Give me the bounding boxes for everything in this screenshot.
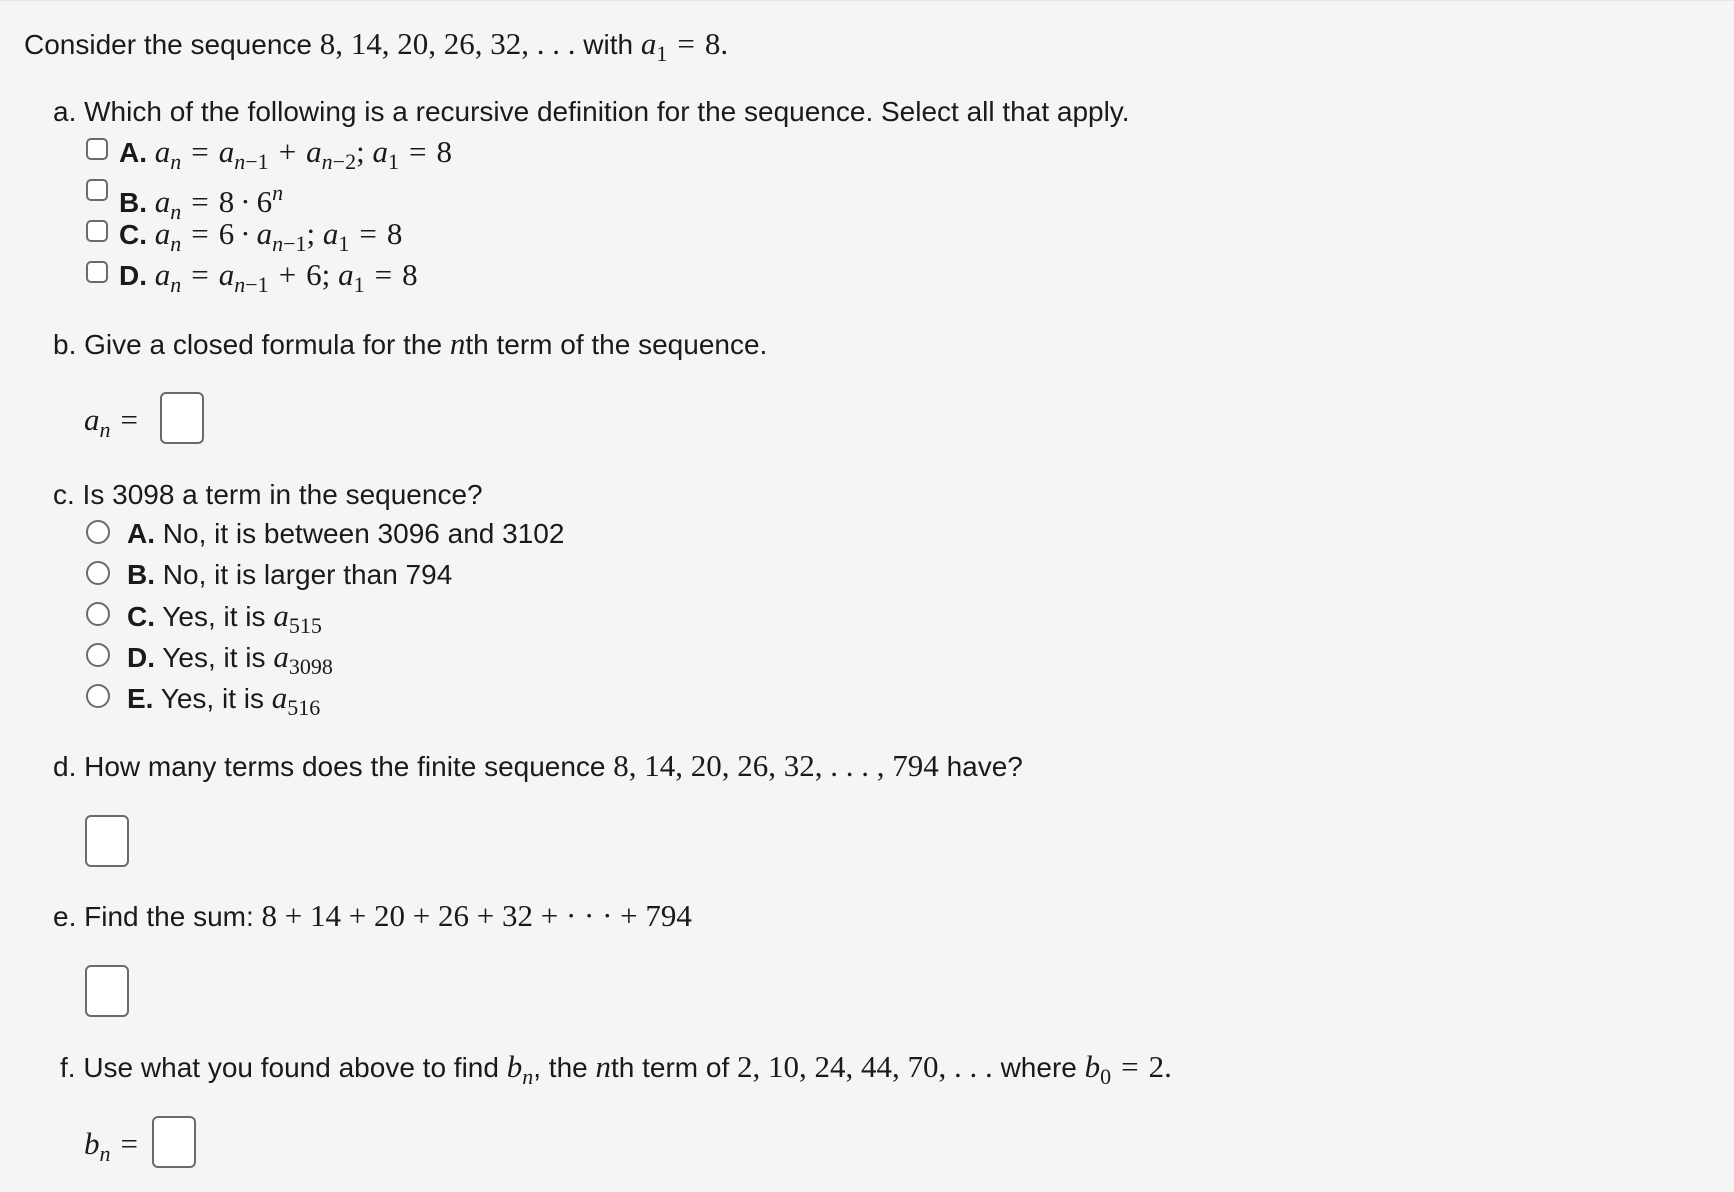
c-c-sub: 515 <box>288 613 322 638</box>
part-a-option-b[interactable]: B. $a_n = 8 \cdot 6^n$ <box>119 180 284 224</box>
part-f-answer-input[interactable] <box>152 1116 196 1168</box>
c-e-a: a <box>271 680 288 715</box>
part-c-option-e[interactable] <box>127 680 320 726</box>
c-c-a: a <box>273 598 289 633</box>
option-a-checkbox[interactable] <box>86 138 108 160</box>
option-c-d-radio[interactable] <box>86 643 110 667</box>
option-c-e-radio[interactable] <box>86 684 110 708</box>
part-b-n: n <box>449 326 466 361</box>
part-d-question <box>53 748 1023 785</box>
part-f-lhs-n: n <box>99 1141 111 1166</box>
part-b-lhs <box>84 402 148 448</box>
part-a-question: a. Which of the following is a recursive definition for the sequence. Select all that apply. <box>53 96 1130 127</box>
part-f-b: b <box>506 1049 523 1084</box>
c-d-sub: 3098 <box>288 654 333 679</box>
part-d-sequence: 8, 14, 20, 26, 32, . . . , 794 <box>613 748 939 783</box>
part-c-option-d[interactable] <box>127 639 333 685</box>
part-f-sequence: 2, 10, 24, 44, 70, . . . <box>737 1049 993 1084</box>
c-e-sub: 516 <box>287 695 321 720</box>
part-b-answer-input[interactable] <box>160 392 204 444</box>
part-c-option-b[interactable] <box>127 557 452 593</box>
option-b-label: B. <box>119 187 147 218</box>
part-a-option-d[interactable]: D. $a_n = a_{n-1} + 6$; $a_1 = 8$ <box>119 257 418 297</box>
part-e-q1: e. Find the sum: <box>53 901 254 932</box>
intro-eq: = <box>677 26 695 61</box>
part-a-option-c[interactable]: C. $a_n = 6 \cdot a_{n-1}$; $a_1 = 8$ <box>119 216 403 256</box>
option-c-checkbox[interactable] <box>86 220 108 242</box>
part-e-question <box>53 898 692 935</box>
top-divider <box>0 0 1734 1</box>
part-b-lhs-a: a <box>84 402 100 437</box>
part-c-option-c[interactable] <box>127 598 322 644</box>
part-d-answer-input[interactable] <box>85 815 129 867</box>
intro-sequence: 8, 14, 20, 26, 32, . . . <box>319 26 576 61</box>
c-d-text: Yes, it is <box>162 642 266 673</box>
part-d-q1: d. How many terms does the finite sequence <box>53 751 606 782</box>
c-a-text: No, it is between 3096 and 3102 <box>162 518 565 549</box>
part-b-q1: b. Give a closed formula for the <box>53 329 443 360</box>
part-f-question: f. Use what you found above to find $b_n$, the nth term of 2, 10, 24, 44, 70, . . . where $b_0 = 2$. <box>60 1049 1172 1089</box>
part-f-q4: where <box>1000 1052 1077 1083</box>
intro-sub: 1 <box>656 41 668 66</box>
part-f-bn: n <box>522 1064 534 1089</box>
intro-with: with <box>583 29 634 60</box>
part-c-question: c. Is 3098 a term in the sequence? <box>53 479 483 510</box>
c-d-label: D. <box>127 642 155 673</box>
c-a-label: A. <box>127 518 155 549</box>
option-c-a-radio[interactable] <box>86 520 110 544</box>
part-a-option-a[interactable]: A. $a_n = a_{n-1} + a_{n-2}$; $a_1 = 8$ <box>119 134 452 174</box>
c-e-label: E. <box>127 683 154 714</box>
part-b-eq: = <box>120 402 138 437</box>
part-f-q2: , the <box>533 1052 588 1083</box>
c-b-label: B. <box>127 559 155 590</box>
c-c-text: Yes, it is <box>162 601 266 632</box>
part-b-q2: th term of the sequence. <box>465 329 768 360</box>
part-b-lhs-n: n <box>99 417 111 442</box>
part-f-lhs-b: b <box>84 1126 100 1161</box>
c-c-label: C. <box>127 601 155 632</box>
part-f-q3: th term of <box>611 1052 730 1083</box>
part-f-eq: = <box>1121 1049 1139 1084</box>
option-b-checkbox[interactable] <box>86 179 108 201</box>
part-b-question <box>53 326 767 363</box>
option-d-label: D. <box>119 260 147 291</box>
part-f-zero: 0 <box>1100 1064 1112 1089</box>
option-c-c-radio[interactable] <box>86 602 110 626</box>
option-a-label: A. <box>119 137 147 168</box>
part-f-q1: f. Use what you found above to find <box>60 1052 499 1083</box>
c-b-text: No, it is larger than 794 <box>162 559 453 590</box>
intro-val: 8. <box>704 26 729 61</box>
intro-a: a <box>640 26 657 61</box>
part-f-lhs <box>84 1126 148 1172</box>
part-c-option-a[interactable] <box>127 516 564 552</box>
intro-text: Consider the sequence <box>24 29 312 60</box>
c-e-text: Yes, it is <box>160 683 264 714</box>
option-c-label: C. <box>119 219 147 250</box>
part-f-lhs-eq: = <box>120 1126 138 1161</box>
part-f-val: 2. <box>1148 1049 1172 1084</box>
option-d-checkbox[interactable] <box>86 261 108 283</box>
part-e-sum: 8 + 14 + 20 + 26 + 32 + · · · + 794 <box>261 898 692 933</box>
option-c-b-radio[interactable] <box>86 561 110 585</box>
part-e-answer-input[interactable] <box>85 965 129 1017</box>
intro-line <box>24 26 728 72</box>
part-d-q2: have? <box>946 751 1023 782</box>
c-d-a: a <box>273 639 289 674</box>
